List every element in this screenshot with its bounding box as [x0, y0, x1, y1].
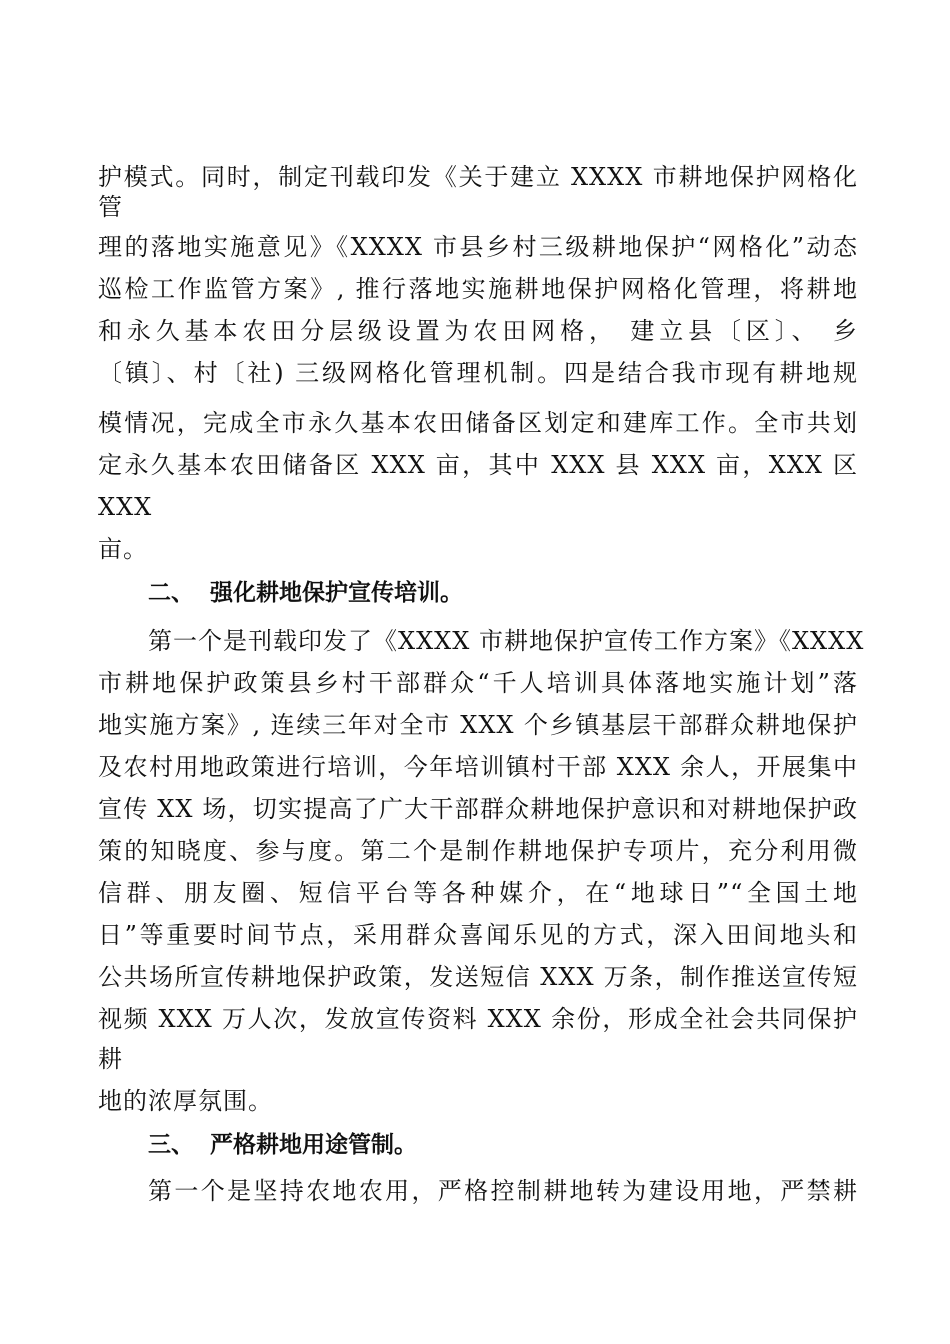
- paragraph-line: 〔镇〕、村〔社) 三级网格化管理机制。四是结合我市现有耕地规: [98, 359, 858, 387]
- section-title: 严格耕地用途管制。: [210, 1132, 417, 1158]
- paragraph-line: 公共场所宣传耕地保护政策，发送短信 XXX 万条，制作推送宣传短: [98, 963, 858, 991]
- paragraph-line: 市耕地保护政策县乡村干部群众“千人培训具体落地实施计划”落: [98, 669, 858, 697]
- section-number: 二、: [148, 580, 194, 606]
- paragraph-line: XXX: [98, 493, 153, 521]
- paragraph-line: 第一个是坚持农地农用，严格控制耕地转为建设用地，严禁耕: [148, 1177, 858, 1205]
- section-title: 强化耕地保护宣传培训。: [210, 580, 463, 606]
- paragraph-line: 理的落地实施意见》《XXXX 市县乡村三级耕地保护“网格化”动态: [98, 233, 858, 261]
- paragraph-line: 管: [98, 193, 123, 221]
- paragraph-line: 及农村用地政策进行培训，今年培训镇村干部 XXX 余人，开展集中: [98, 753, 858, 781]
- section-heading: [148, 578, 463, 608]
- paragraph-line: 亩。: [98, 535, 148, 563]
- paragraph-line: 信群、朋友圈、短信平台等各种媒介，在“地球日”“全国土地: [98, 879, 858, 907]
- paragraph-line: 视频 XXX 万人次，发放宣传资料 XXX 余份，形成全社会共同保护: [98, 1005, 858, 1033]
- paragraph-line: 第一个是刊载印发了《XXXX 市耕地保护宣传工作方案》《XXXX: [148, 627, 865, 655]
- paragraph-line: 和永久基本农田分层级设置为农田网格， 建立县〔区〕、 乡: [98, 317, 858, 345]
- paragraph-line: 定永久基本农田储备区 XXX 亩，其中 XXX 县 XXX 亩，XXX 区: [98, 451, 858, 479]
- section-number: 三、: [148, 1132, 194, 1158]
- paragraph-line: 地实施方案》, 连续三年对全市 XXX 个乡镇基层干部群众耕地保护: [98, 711, 858, 739]
- paragraph-line: 策的知晓度、参与度。第二个是制作耕地保护专项片，充分利用微: [98, 837, 858, 865]
- section-heading: [148, 1130, 417, 1160]
- paragraph-line: 护模式。同时，制定刊载印发《关于建立 XXXX 市耕地保护网格化: [98, 163, 858, 191]
- paragraph-line: 耕: [98, 1045, 123, 1073]
- paragraph-line: 日”等重要时间节点，采用群众喜闻乐见的方式，深入田间地头和: [98, 921, 858, 949]
- paragraph-line: 宣传 XX 场，切实提高了广大干部群众耕地保护意识和对耕地保护政: [98, 795, 858, 823]
- paragraph-line: 模情况，完成全市永久基本农田储备区划定和建库工作。全市共划: [98, 409, 858, 437]
- paragraph-line: 地的浓厚氛围。: [98, 1087, 273, 1115]
- paragraph-line: 巡检工作监管方案》, 推行落地实施耕地保护网格化管理，将耕地: [98, 275, 858, 303]
